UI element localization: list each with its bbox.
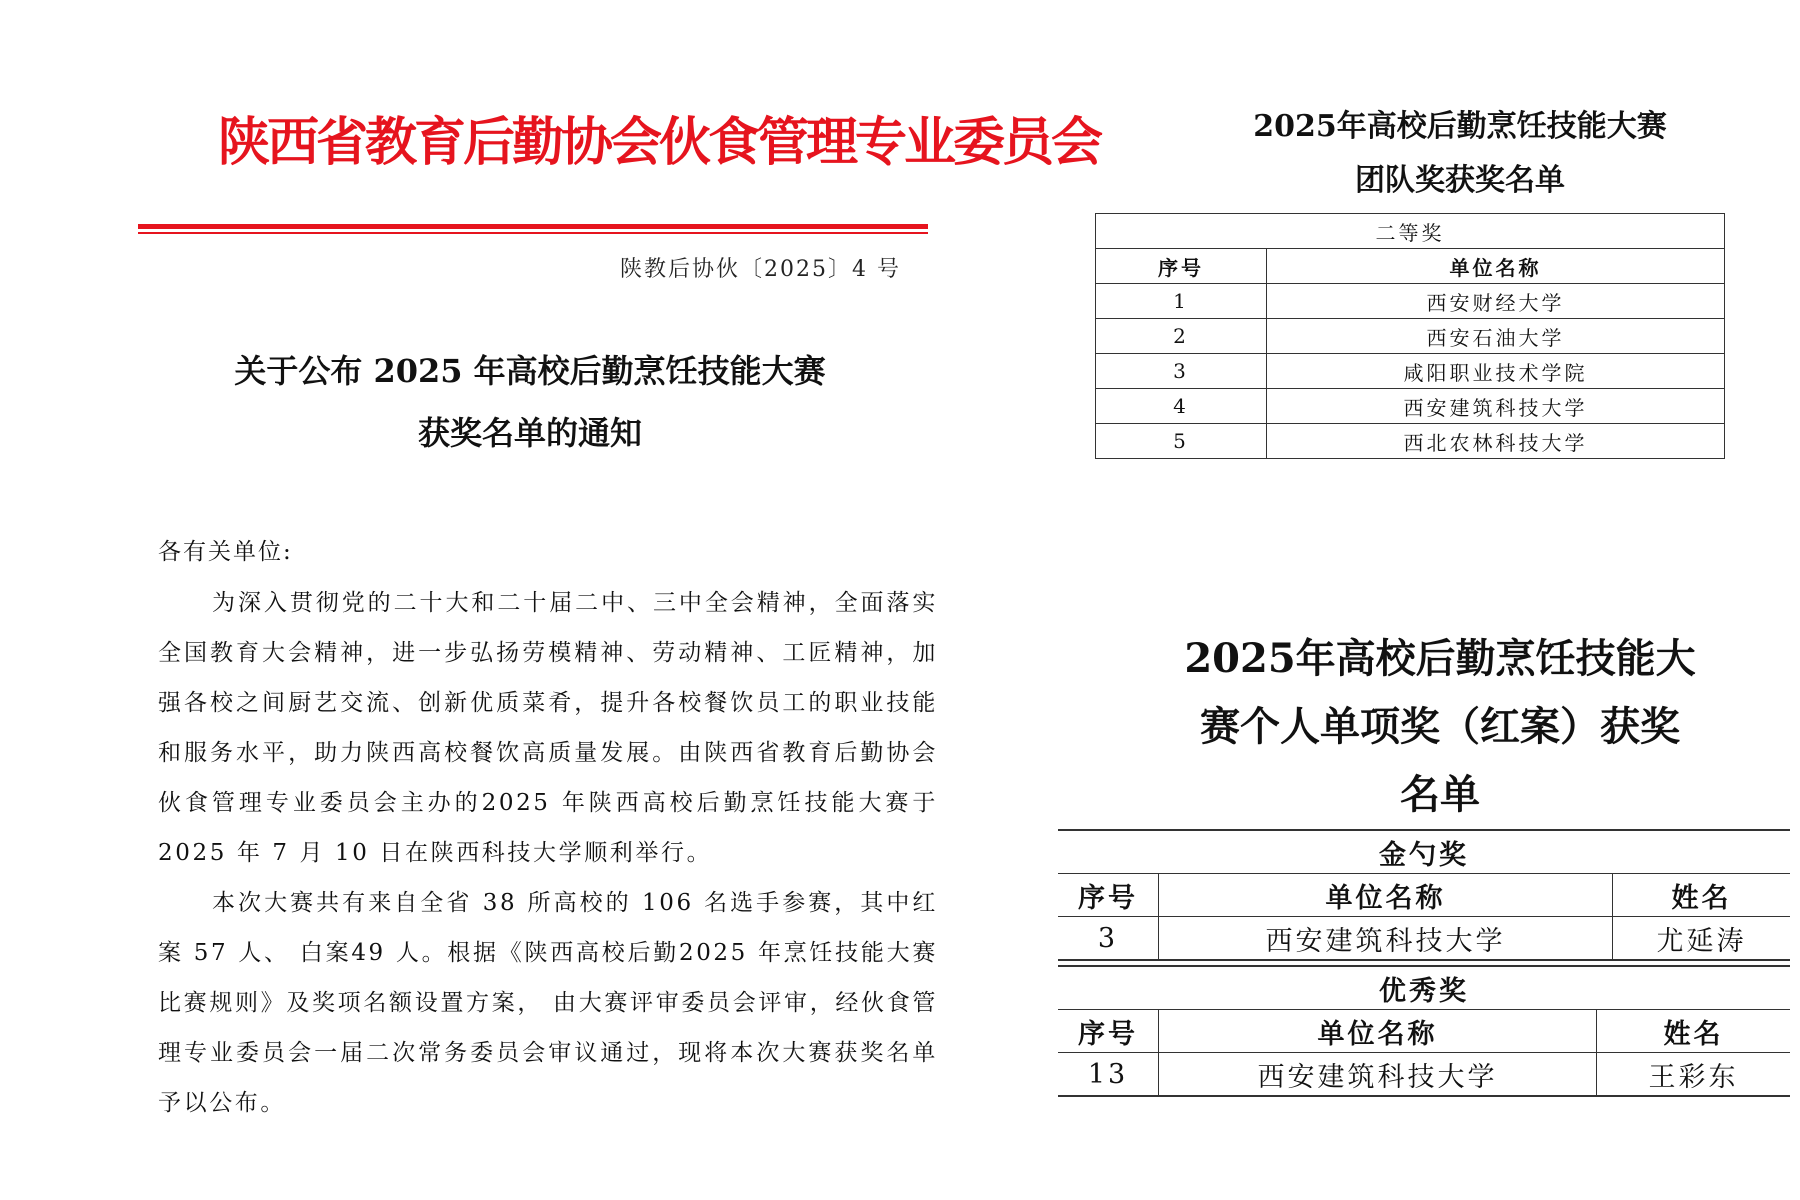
award-level-row	[1096, 214, 1725, 249]
team-award-title-line1: 2025年高校后勤烹饪技能大赛	[1253, 109, 1667, 144]
column-header-no: 序号	[1058, 1010, 1159, 1053]
body-paragraph-1: 为深入贯彻党的二十大和二十届二中、三中全会精神，全面落实全国教育大会精神，进一步弘扬劳模精神、劳动精神、工匠精神，加强各校之间厨艺交流、创新优质菜肴，提升各校餐饮员工的职业技能和服务水平，助力陕西高校餐饮高质量发展。由陕西省教育后勤协会伙食管理专业委员会主办的2025 年陕西高校后勤烹饪技能大赛于 2025 年 7 月 10 日在陕西科技大学顺利举行。	[158, 590, 938, 866]
row-unit: 西安建筑科技大学	[1159, 1053, 1597, 1097]
row-no: 13	[1058, 1053, 1159, 1097]
column-header-no: 序号	[1058, 874, 1159, 917]
row-name: 尤延涛	[1613, 917, 1791, 961]
row-no: 2	[1096, 319, 1267, 354]
column-header-unit: 单位名称	[1159, 1010, 1597, 1053]
table-row	[1058, 917, 1790, 961]
gold-award-table	[1058, 829, 1790, 961]
column-header-unit: 单位名称	[1159, 874, 1613, 917]
row-unit: 西安建筑科技大学	[1267, 389, 1725, 424]
individual-award-title	[1060, 625, 1800, 829]
notice-title-line1: 关于公布 2025 年高校后勤烹饪技能大赛	[234, 352, 826, 390]
column-header-unit: 单位名称	[1267, 249, 1725, 284]
award-level-cell: 金勺奖	[1058, 830, 1790, 874]
table-row	[1096, 354, 1725, 389]
excellent-award-table	[1058, 965, 1790, 1097]
row-no: 5	[1096, 424, 1267, 459]
table-header-row	[1058, 874, 1790, 917]
row-no: 4	[1096, 389, 1267, 424]
row-unit: 咸阳职业技术学院	[1267, 354, 1725, 389]
award-level-cell: 二等奖	[1096, 214, 1725, 249]
row-unit: 西安财经大学	[1267, 284, 1725, 319]
body-paragraph-2: 本次大赛共有来自全省 38 所高校的 106 名选手参赛，其中红案 57 人、 白案49 人。根据《陕西高校后勤2025 年烹饪技能大赛比赛规则》及奖项名额设置方案， 由大赛评审委员会评审，经伙食管理专业委员会一届二次常务委员会审议通过，现将本次大赛获奖名单予以公布。	[158, 890, 938, 1116]
individual-award-title-line3: 名单	[1400, 771, 1480, 818]
table-row	[1096, 319, 1725, 354]
row-unit: 西北农林科技大学	[1267, 424, 1725, 459]
team-award-table	[1095, 213, 1725, 459]
notice-title	[130, 340, 930, 464]
column-header-name: 姓名	[1597, 1010, 1791, 1053]
award-level-row	[1058, 966, 1790, 1010]
table-header-row	[1096, 249, 1725, 284]
table-row	[1096, 284, 1725, 319]
table-row	[1096, 424, 1725, 459]
row-no: 3	[1096, 354, 1267, 389]
table-row	[1096, 389, 1725, 424]
notice-title-line2: 获奖名单的通知	[417, 414, 642, 452]
document-number: 陕教后协伙〔2025〕4 号	[620, 257, 901, 282]
row-name: 王彩东	[1597, 1053, 1791, 1097]
table-row	[1058, 1053, 1790, 1097]
org-letterhead: 陕西省教育后勤协会伙食管理专业委员会	[218, 113, 1101, 173]
column-header-no: 序号	[1096, 249, 1267, 284]
award-level-row	[1058, 830, 1790, 874]
column-header-name: 姓名	[1613, 874, 1791, 917]
salutation: 各有关单位:	[158, 539, 293, 565]
individual-award-title-line2: 赛个人单项奖（红案）获奖	[1200, 703, 1680, 750]
row-unit: 西安建筑科技大学	[1159, 917, 1613, 961]
row-no: 3	[1058, 917, 1159, 961]
table-header-row	[1058, 1010, 1790, 1053]
letterhead-rule-thin	[138, 232, 928, 234]
award-level-cell: 优秀奖	[1058, 966, 1790, 1010]
team-award-title-line2: 团队奖获奖名单	[1355, 163, 1565, 198]
individual-award-title-line1: 2025年高校后勤烹饪技能大	[1184, 635, 1696, 682]
team-award-title	[1080, 100, 1800, 208]
letterhead-rule	[138, 224, 928, 229]
row-no: 1	[1096, 284, 1267, 319]
row-unit: 西安石油大学	[1267, 319, 1725, 354]
